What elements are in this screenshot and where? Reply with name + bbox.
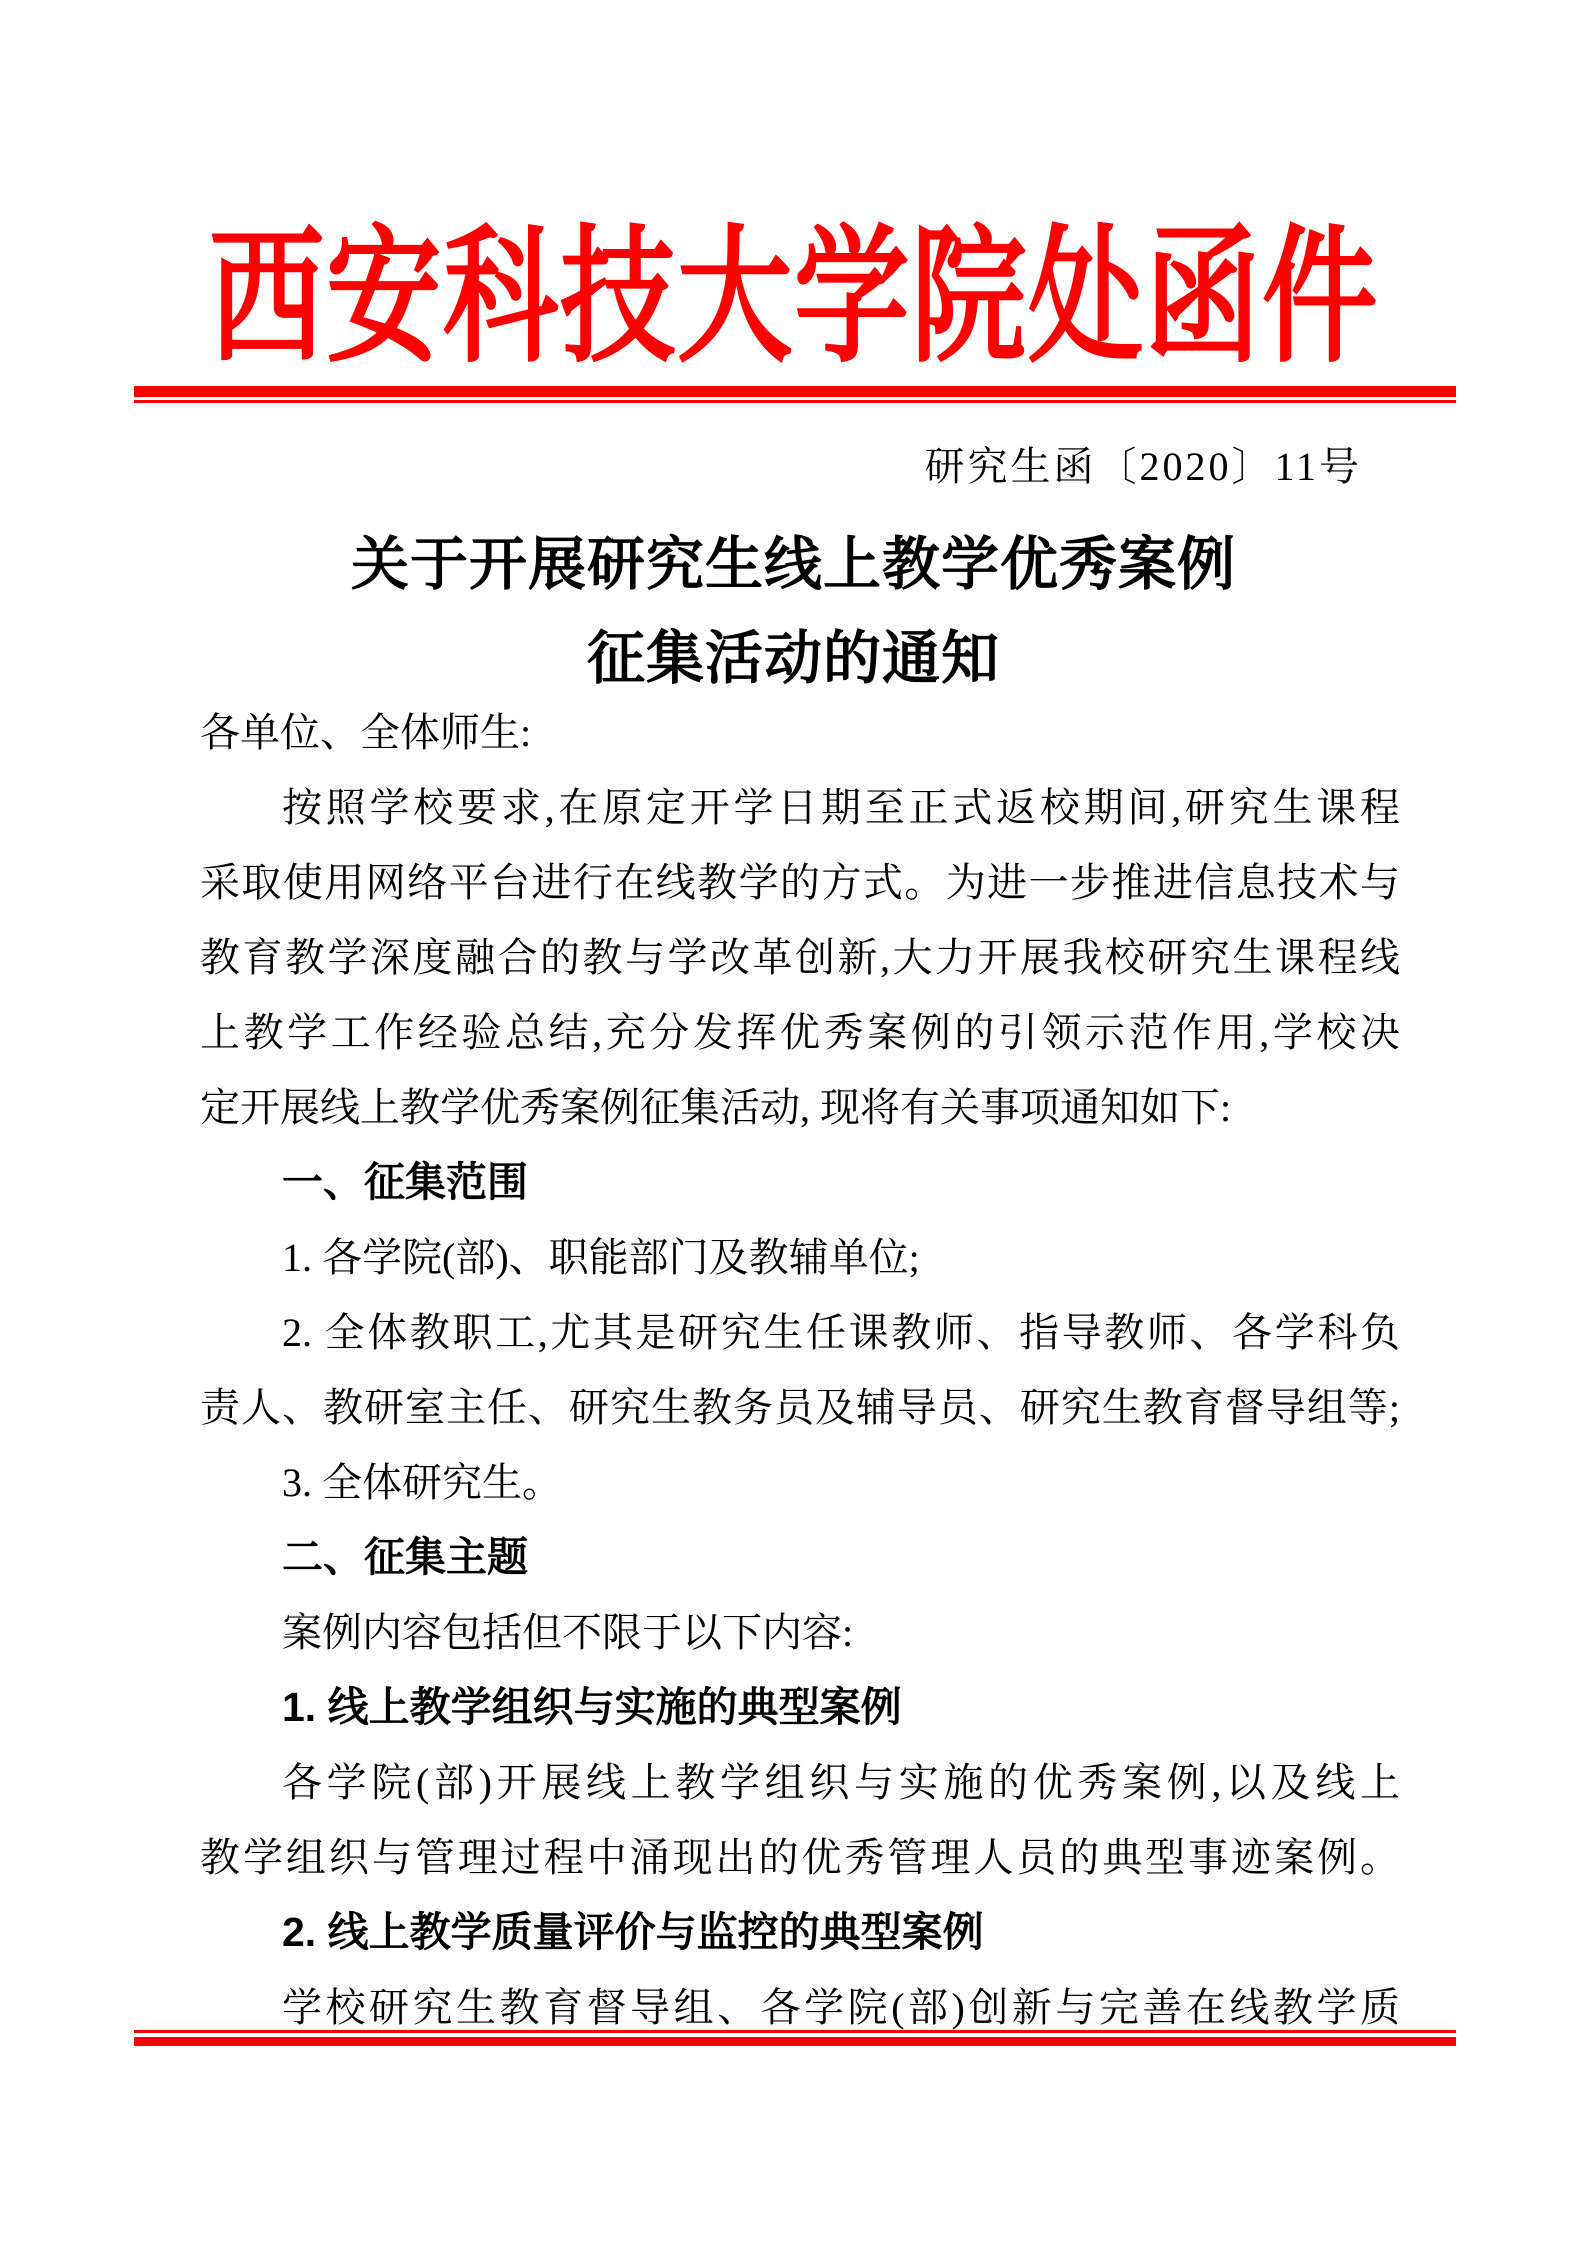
header-rule <box>134 386 1456 403</box>
section-heading-line: 2. 线上教学质量评价与监控的典型案例 <box>282 1909 984 1955</box>
doc-title-line-1: 关于开展研究生线上教学优秀案例 <box>350 532 1236 597</box>
header-rule-thick-line <box>134 386 1456 397</box>
section-heading-line: 1. 线上教学组织与实施的典型案例 <box>282 1684 902 1730</box>
body-line: 教育教学深度融合的教与学改革创新,大力开展我校研究生课程线 <box>200 935 1400 980</box>
body-lines <box>200 695 1400 2045</box>
footer-rule-thick-line <box>134 2037 1456 2046</box>
header-rule-thin-line <box>134 400 1456 403</box>
doc-title-line-2: 征集活动的通知 <box>586 626 1000 691</box>
body-line: 各单位、全体师生: <box>200 710 532 755</box>
footer-rule <box>134 2030 1456 2046</box>
section-heading-line: 二、征集主题 <box>282 1534 528 1580</box>
body-line: 各学院(部)开展线上教学组织与实施的优秀案例,以及线上 <box>282 1760 1400 1805</box>
section-heading-line: 一、征集范围 <box>282 1159 528 1205</box>
letterhead-title <box>0 215 1587 380</box>
body-line: 责人、教研室主任、研究生教务员及辅导员、研究生教育督导组等; <box>200 1385 1400 1430</box>
doc-number: 研究生函〔2020〕11号 <box>924 444 1362 489</box>
body-line: 按照学校要求,在原定开学日期至正式返校期间,研究生课程 <box>282 785 1400 830</box>
body-line: 案例内容包括但不限于以下内容: <box>282 1610 854 1655</box>
body-line: 3. 全体研究生。 <box>282 1460 562 1505</box>
body-line: 上教学工作经验总结,充分发挥优秀案例的引领示范作用,学校决 <box>200 1010 1400 1055</box>
footer-rule-thin-line <box>134 2030 1456 2033</box>
body-line: 定开展线上教学优秀案例征集活动, 现将有关事项通知如下: <box>200 1085 1232 1130</box>
body-line: 学校研究生教育督导组、各学院(部)创新与完善在线教学质 <box>282 1985 1400 2030</box>
doc-title <box>0 518 1587 706</box>
body-line: 采取使用网络平台进行在线教学的方式。为进一步推进信息技术与 <box>200 860 1400 905</box>
letterhead-title-text: 西安科技大学院处函件 <box>208 215 1379 380</box>
body-line: 1. 各学院(部)、职能部门及教辅单位; <box>282 1235 920 1280</box>
body-line: 教学组织与管理过程中涌现出的优秀管理人员的典型事迹案例。 <box>200 1835 1400 1880</box>
body-line: 2. 全体教职工,尤其是研究生任课教师、指导教师、各学科负 <box>282 1310 1400 1355</box>
